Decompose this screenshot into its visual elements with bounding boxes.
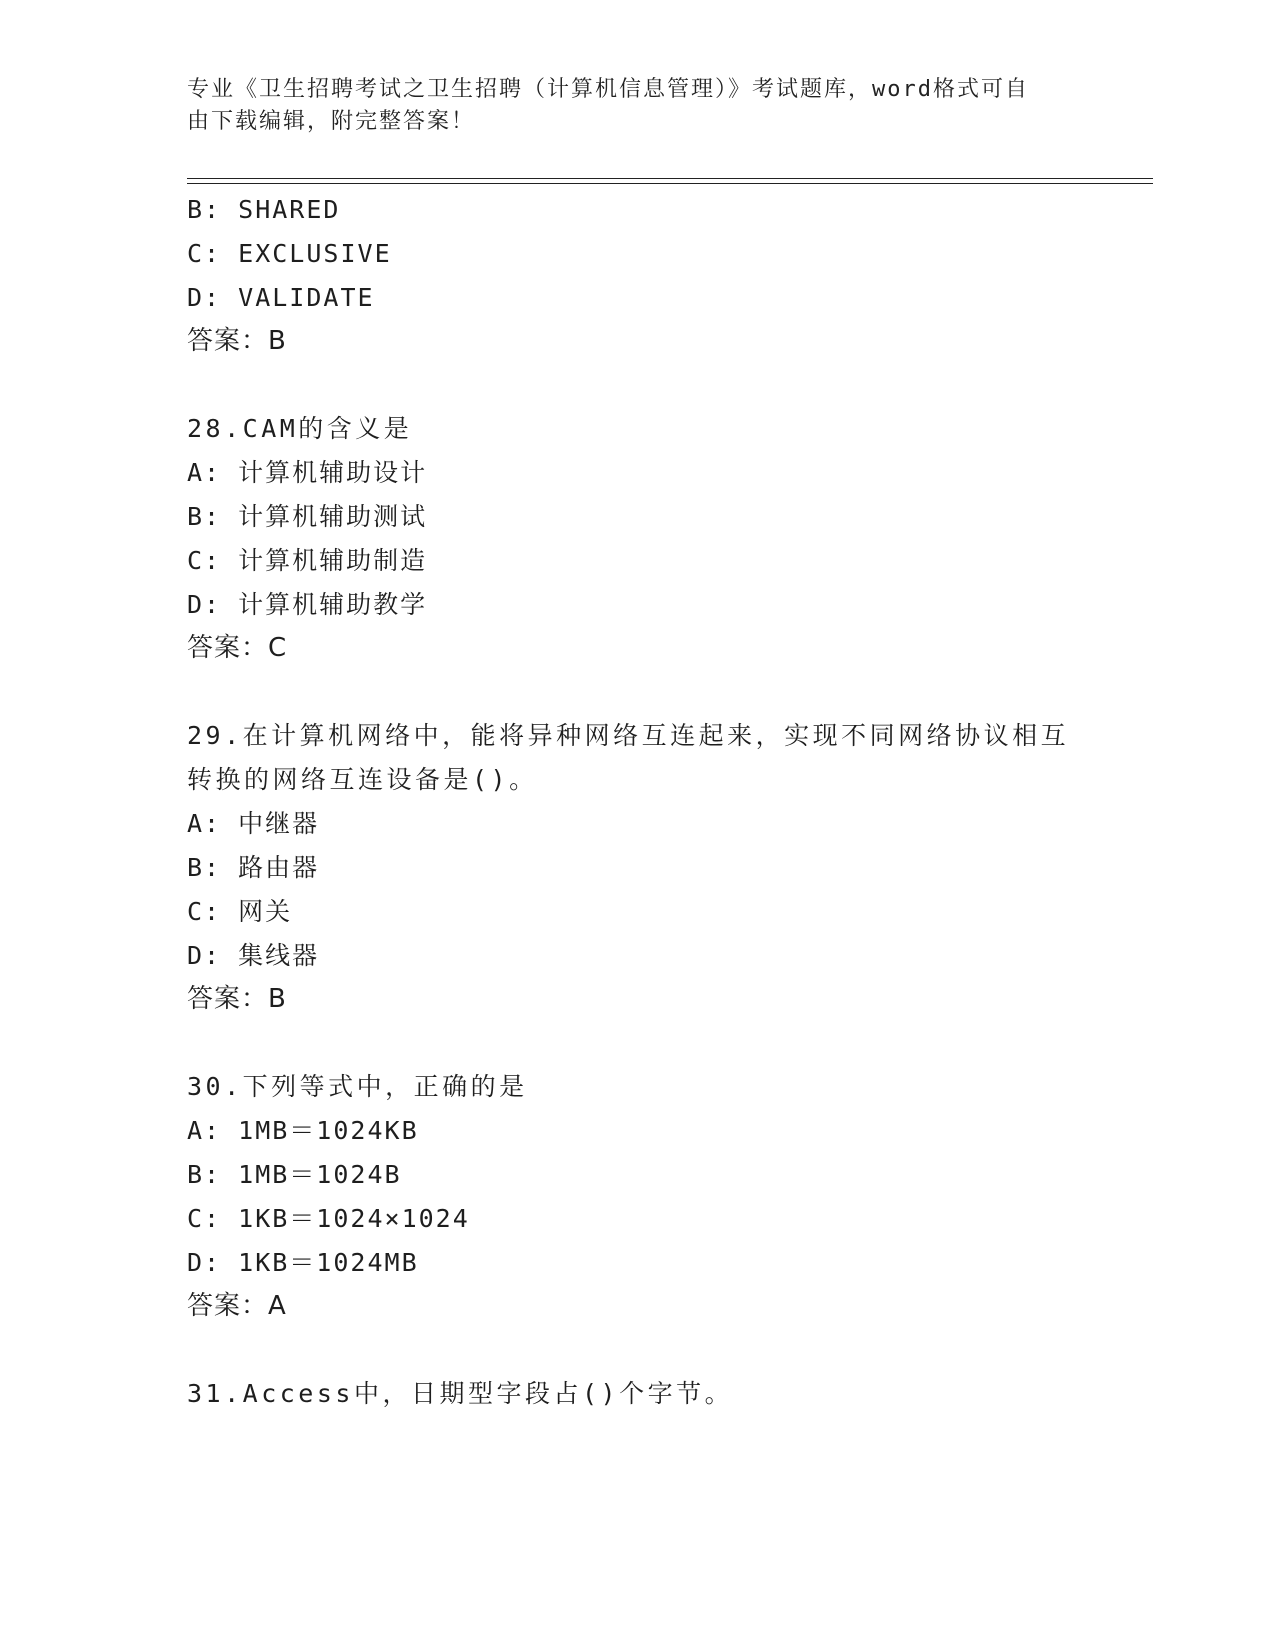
q29-option-d: D: 集线器: [187, 941, 320, 970]
q30-stem: 30.下列等式中，正确的是: [187, 1072, 528, 1101]
q29-option-b: B: 路由器: [187, 853, 320, 882]
q28-answer: 答案：C: [187, 633, 288, 663]
header-line-1: 专业《卫生招聘考试之卫生招聘（计算机信息管理）》考试题库，word格式可自: [187, 77, 1029, 102]
q29-stem-line-2: 转换的网络互连设备是()。: [187, 765, 538, 794]
header-divider-bottom: [187, 183, 1153, 184]
q29-option-c: C: 网关: [187, 897, 293, 926]
q28-option-a: A: 计算机辅助设计: [187, 458, 428, 487]
q29-answer: 答案：B: [187, 984, 287, 1014]
q28-option-d: D: 计算机辅助教学: [187, 590, 428, 619]
q30-answer: 答案：A: [187, 1291, 287, 1321]
q30-option-d: D: 1KB＝1024MB: [187, 1248, 419, 1277]
q29-option-a: A: 中继器: [187, 809, 320, 838]
q27-option-b: B: SHARED: [187, 195, 341, 224]
q28-stem: 28.CAM的含义是: [187, 414, 413, 443]
q30-option-b: B: 1MB＝1024B: [187, 1160, 402, 1189]
q28-option-c: C: 计算机辅助制造: [187, 546, 428, 575]
q27-option-c: C: EXCLUSIVE: [187, 239, 392, 268]
q28-option-b: B: 计算机辅助测试: [187, 502, 428, 531]
header-line-2: 由下载编辑，附完整答案！: [187, 109, 476, 134]
header-divider-top: [187, 178, 1153, 179]
q31-stem: 31.Access中，日期型字段占()个字节。: [187, 1379, 734, 1408]
q27-answer: 答案：B: [187, 326, 287, 356]
q30-option-c: C: 1KB＝1024×1024: [187, 1204, 470, 1233]
q30-option-a: A: 1MB＝1024KB: [187, 1116, 419, 1145]
q27-option-d: D: VALIDATE: [187, 283, 375, 312]
document-header: [187, 74, 1087, 138]
q29-stem-line-1: 29.在计算机网络中，能将异种网络互连起来，实现不同网络协议相互: [187, 721, 1070, 750]
